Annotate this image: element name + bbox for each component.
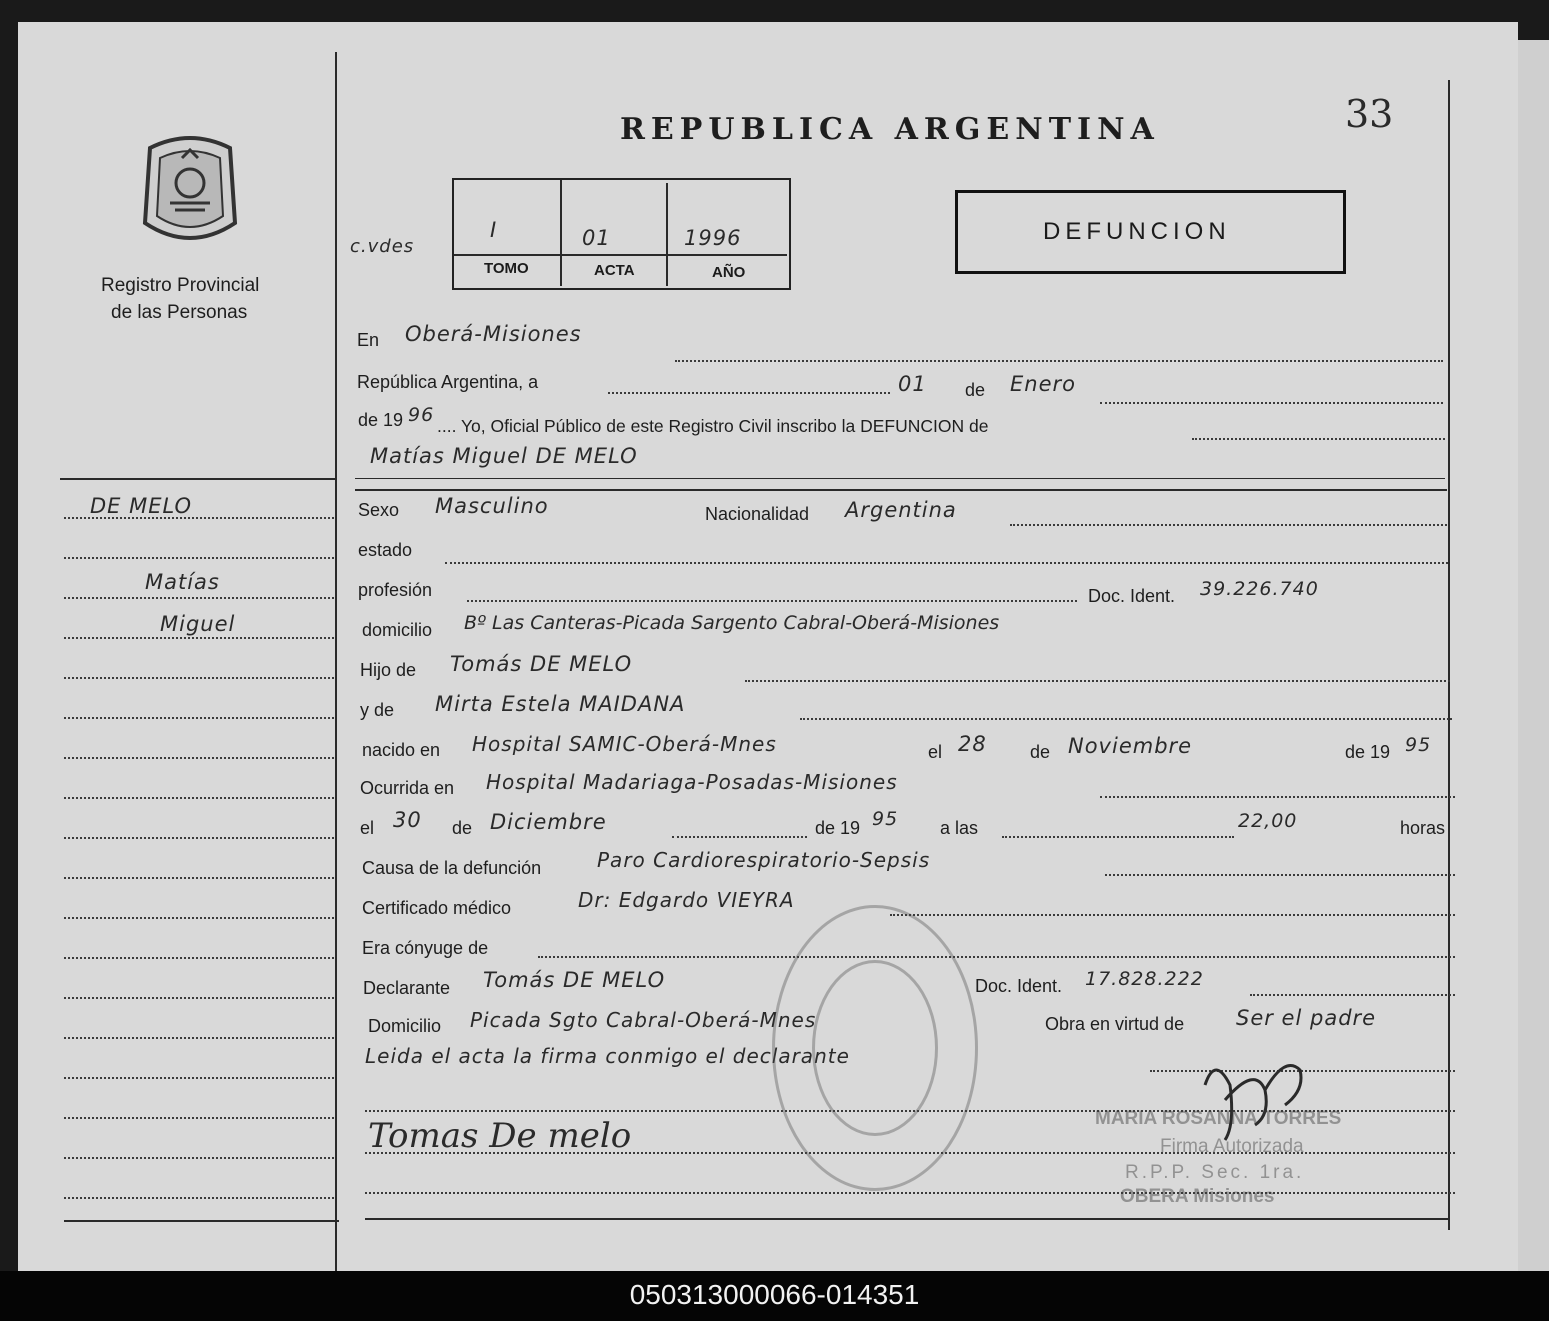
domicilio-value: Bº Las Canteras-Picada Sargento Cabral-Oberá-Misiones	[464, 612, 1000, 634]
sexo-value: Masculino	[435, 494, 549, 518]
death-year: 95	[872, 808, 899, 830]
registry-seal-inner	[812, 960, 938, 1136]
birth-de-label: de	[1030, 742, 1051, 762]
month-line	[1100, 402, 1443, 404]
margin-given-name-2: Miguel	[160, 612, 236, 636]
declarant-doc-ident: 17.828.222	[1085, 968, 1204, 990]
registry-name-line2: de las Personas	[111, 302, 248, 323]
doc-ident-value: 39.226.740	[1200, 578, 1319, 600]
margin-dotted-line	[64, 1117, 334, 1119]
margin-dotted-line	[64, 877, 334, 879]
en-line	[675, 360, 1443, 362]
official-text: .... Yo, Oficial Público de este Registro Civil inscribo la DEFUNCION de	[437, 416, 989, 436]
mother-line	[800, 718, 1452, 720]
horas-label: horas	[1400, 818, 1446, 838]
yde-label: y de	[360, 700, 395, 720]
obra-label: Obra en virtud de	[1045, 1014, 1185, 1034]
anio-label: AÑO	[712, 264, 746, 281]
declarant-domicile: Picada Sgto Cabral-Oberá-Mnes	[470, 1008, 817, 1032]
conyuge-line	[538, 956, 1455, 958]
nacido-label: nacido en	[362, 740, 441, 760]
record-box-divider	[560, 180, 562, 286]
margin-dotted-line	[64, 757, 334, 759]
father-name: Tomás DE MELO	[450, 652, 633, 676]
misiones-emblem-icon	[130, 128, 250, 253]
form-bottom-rule	[365, 1218, 1450, 1220]
page-title: REPUBLICA ARGENTINA	[620, 112, 1160, 147]
official-location: OBERA Misiones	[1120, 1186, 1275, 1207]
official-office: R.P.P. Sec. 1ra.	[1125, 1162, 1305, 1183]
margin-dotted-line	[64, 1037, 334, 1039]
profesion-line	[467, 600, 1077, 602]
column-divider-left	[335, 52, 337, 1272]
section-rule	[355, 489, 1447, 491]
causa-label: Causa de la defunción	[362, 858, 542, 878]
signature-line-2	[365, 1192, 1455, 1194]
ocurrida-label: Ocurrida en	[360, 778, 455, 798]
page-number: 33	[1345, 92, 1394, 136]
official-signature-icon	[1195, 1045, 1320, 1145]
nacionalidad-label: Nacionalidad	[705, 504, 810, 524]
decl-doc-line	[1250, 994, 1455, 996]
margin-dotted-line	[64, 517, 334, 519]
de-label: de	[965, 380, 986, 400]
death-day: 30	[393, 808, 422, 832]
record-day: 01	[898, 372, 927, 396]
year-prefix: de 19	[358, 410, 404, 430]
date-dotted-line	[608, 392, 890, 394]
margin-dotted-line	[64, 637, 334, 639]
death-month: Diciembre	[490, 810, 607, 834]
profesion-label: profesión	[358, 580, 433, 600]
record-prefix-note: c.vdes	[350, 236, 415, 257]
record-box-divider	[666, 183, 668, 286]
record-year: 96	[408, 404, 435, 426]
margin-dotted-line	[64, 557, 334, 559]
death-month-line	[672, 836, 807, 838]
birth-el-label: el	[928, 742, 943, 762]
declarant-signature: Tomas De melo	[368, 1116, 632, 1156]
en-label: En	[357, 330, 380, 350]
doc-ident-label: Doc. Ident.	[1088, 586, 1176, 606]
time-line	[1002, 836, 1234, 838]
margin-dotted-line	[64, 797, 334, 799]
margin-top-rule	[60, 478, 335, 480]
alas-label: a las	[940, 818, 979, 838]
father-line	[745, 680, 1450, 682]
acta-label: ACTA	[594, 262, 635, 279]
death-el-label: el	[360, 818, 375, 838]
birth-day: 28	[958, 732, 987, 756]
record-month: Enero	[1010, 372, 1076, 396]
sexo-label: Sexo	[358, 500, 400, 520]
conyuge-label: Era cónyuge de	[362, 938, 489, 958]
birth-year: 95	[1405, 734, 1432, 756]
record-box-label-rule	[454, 254, 787, 256]
acta-value: 01	[582, 226, 611, 250]
cause-of-death: Paro Cardiorespiratorio-Sepsis	[597, 848, 931, 872]
declarant-name: Tomás DE MELO	[483, 968, 666, 992]
margin-dotted-line	[64, 917, 334, 919]
margin-dotted-line	[64, 1157, 334, 1159]
tomo-value: I	[490, 218, 498, 242]
death-time: 22,00	[1238, 810, 1298, 832]
causa-line	[1105, 874, 1455, 876]
document-type: DEFUNCION	[1043, 218, 1231, 245]
margin-dotted-line	[64, 717, 334, 719]
margin-dotted-line	[64, 677, 334, 679]
decl-doc-label: Doc. Ident.	[975, 976, 1063, 996]
margin-dotted-line	[64, 1077, 334, 1079]
margin-bottom-rule	[64, 1220, 339, 1222]
en-value: Oberá-Misiones	[405, 322, 582, 346]
scan-footer	[0, 1271, 1549, 1321]
official-title: Firma Autorizada	[1160, 1136, 1304, 1157]
certifying-doctor: Dr: Edgardo VIEYRA	[578, 888, 795, 912]
nacionalidad-value: Argentina	[845, 498, 957, 522]
birth-year-prefix: de 19	[1345, 742, 1391, 762]
margin-given-name-1: Matías	[145, 570, 220, 594]
declarante-label: Declarante	[363, 978, 451, 998]
decl-domicilio-label: Domicilio	[368, 1016, 442, 1036]
birth-place: Hospital SAMIC-Oberá-Mnes	[472, 732, 777, 756]
margin-dotted-line	[64, 957, 334, 959]
mother-name: Mirta Estela MAIDANA	[435, 692, 686, 716]
republica-label: República Argentina, a	[357, 372, 539, 392]
death-de-label: de	[452, 818, 473, 838]
page-edge	[1518, 40, 1549, 1271]
hijo-label: Hijo de	[360, 660, 417, 680]
margin-dotted-line	[64, 1197, 334, 1199]
deceased-name-rule	[355, 478, 1445, 479]
domicilio-label: domicilio	[362, 620, 433, 640]
deceased-name: Matías Miguel DE MELO	[370, 444, 638, 468]
closing-statement: Leida el acta la firma conmigo el declarante	[365, 1044, 850, 1068]
margin-dotted-line	[64, 597, 334, 599]
death-place: Hospital Madariaga-Posadas-Misiones	[486, 770, 898, 794]
estado-label: estado	[358, 540, 413, 560]
birth-month: Noviembre	[1068, 734, 1193, 758]
registry-name-line1: Registro Provincial	[101, 275, 260, 296]
official-name: MARIA ROSANNA TORRES	[1095, 1108, 1342, 1129]
official-line	[1192, 438, 1445, 440]
certificado-label: Certificado médico	[362, 898, 512, 918]
obra-value: Ser el padre	[1236, 1006, 1377, 1030]
margin-surname: DE MELO	[90, 494, 193, 518]
anio-value: 1996	[684, 226, 742, 250]
death-year-prefix: de 19	[815, 818, 861, 838]
certificado-line	[890, 914, 1455, 916]
margin-dotted-line	[64, 997, 334, 999]
column-divider-right	[1448, 80, 1450, 1230]
estado-line	[445, 562, 1448, 564]
tomo-label: TOMO	[484, 260, 529, 277]
death-place-line	[1100, 796, 1455, 798]
nacionalidad-line	[1010, 524, 1447, 526]
scan-id: 050313000066-014351	[629, 1279, 920, 1310]
margin-dotted-line	[64, 837, 334, 839]
